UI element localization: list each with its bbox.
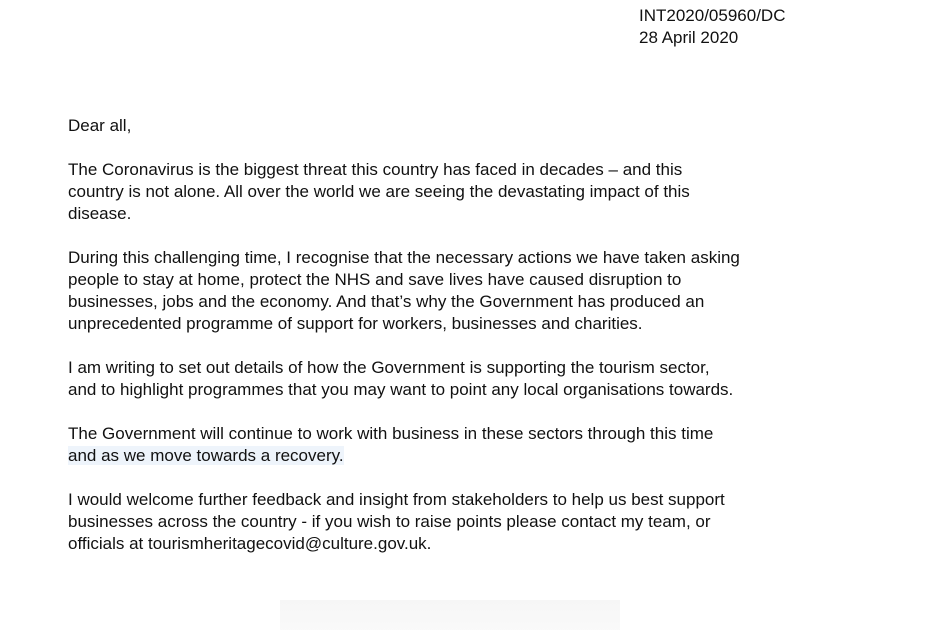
paragraph-line: During this challenging time, I recognise that the necessary actions we have taken asking bbox=[68, 248, 740, 267]
letter-body bbox=[68, 115, 848, 555]
paragraph-tourism-sector bbox=[68, 357, 848, 401]
salutation: Dear all, bbox=[68, 116, 132, 135]
contact-email-line[interactable]: officials at tourismheritagecovid@culture.gov.uk. bbox=[68, 534, 432, 553]
paragraph-line: disease. bbox=[68, 204, 132, 223]
reference-number: INT2020/05960/DC bbox=[639, 6, 786, 25]
paragraph-line: people to stay at home, protect the NHS and save lives have caused disruption to bbox=[68, 270, 682, 289]
paragraph-line: I would welcome further feedback and insight from stakeholders to help us best support bbox=[68, 490, 725, 509]
paragraph-coronavirus-threat bbox=[68, 159, 848, 225]
paragraph-line: country is not alone. All over the world we are seeing the devastating impact of this bbox=[68, 182, 690, 201]
paragraph-line: unprecedented programme of support for workers, businesses and charities. bbox=[68, 314, 643, 333]
paragraph-line: and to highlight programmes that you may want to point any local organisations towards. bbox=[68, 380, 734, 399]
faint-signature-area bbox=[280, 600, 620, 630]
paragraph-feedback bbox=[68, 489, 848, 555]
paragraph-line: The Government will continue to work with business in these sectors through this time bbox=[68, 424, 714, 443]
paragraph-line: The Coronavirus is the biggest threat this country has faced in decades – and this bbox=[68, 160, 683, 179]
paragraph-line: businesses, jobs and the economy. And that’s why the Government has produced an bbox=[68, 292, 705, 311]
paragraph-line: businesses across the country - if you wish to raise points please contact my team, or bbox=[68, 512, 711, 531]
highlighted-line: and as we move towards a recovery. bbox=[68, 446, 344, 465]
paragraph-line: I am writing to set out details of how the Government is supporting the tourism sector, bbox=[68, 358, 710, 377]
reference-block bbox=[639, 5, 785, 49]
paragraph-recovery bbox=[68, 423, 848, 467]
paragraph-government-support bbox=[68, 247, 848, 335]
letter-date: 28 April 2020 bbox=[639, 28, 739, 47]
